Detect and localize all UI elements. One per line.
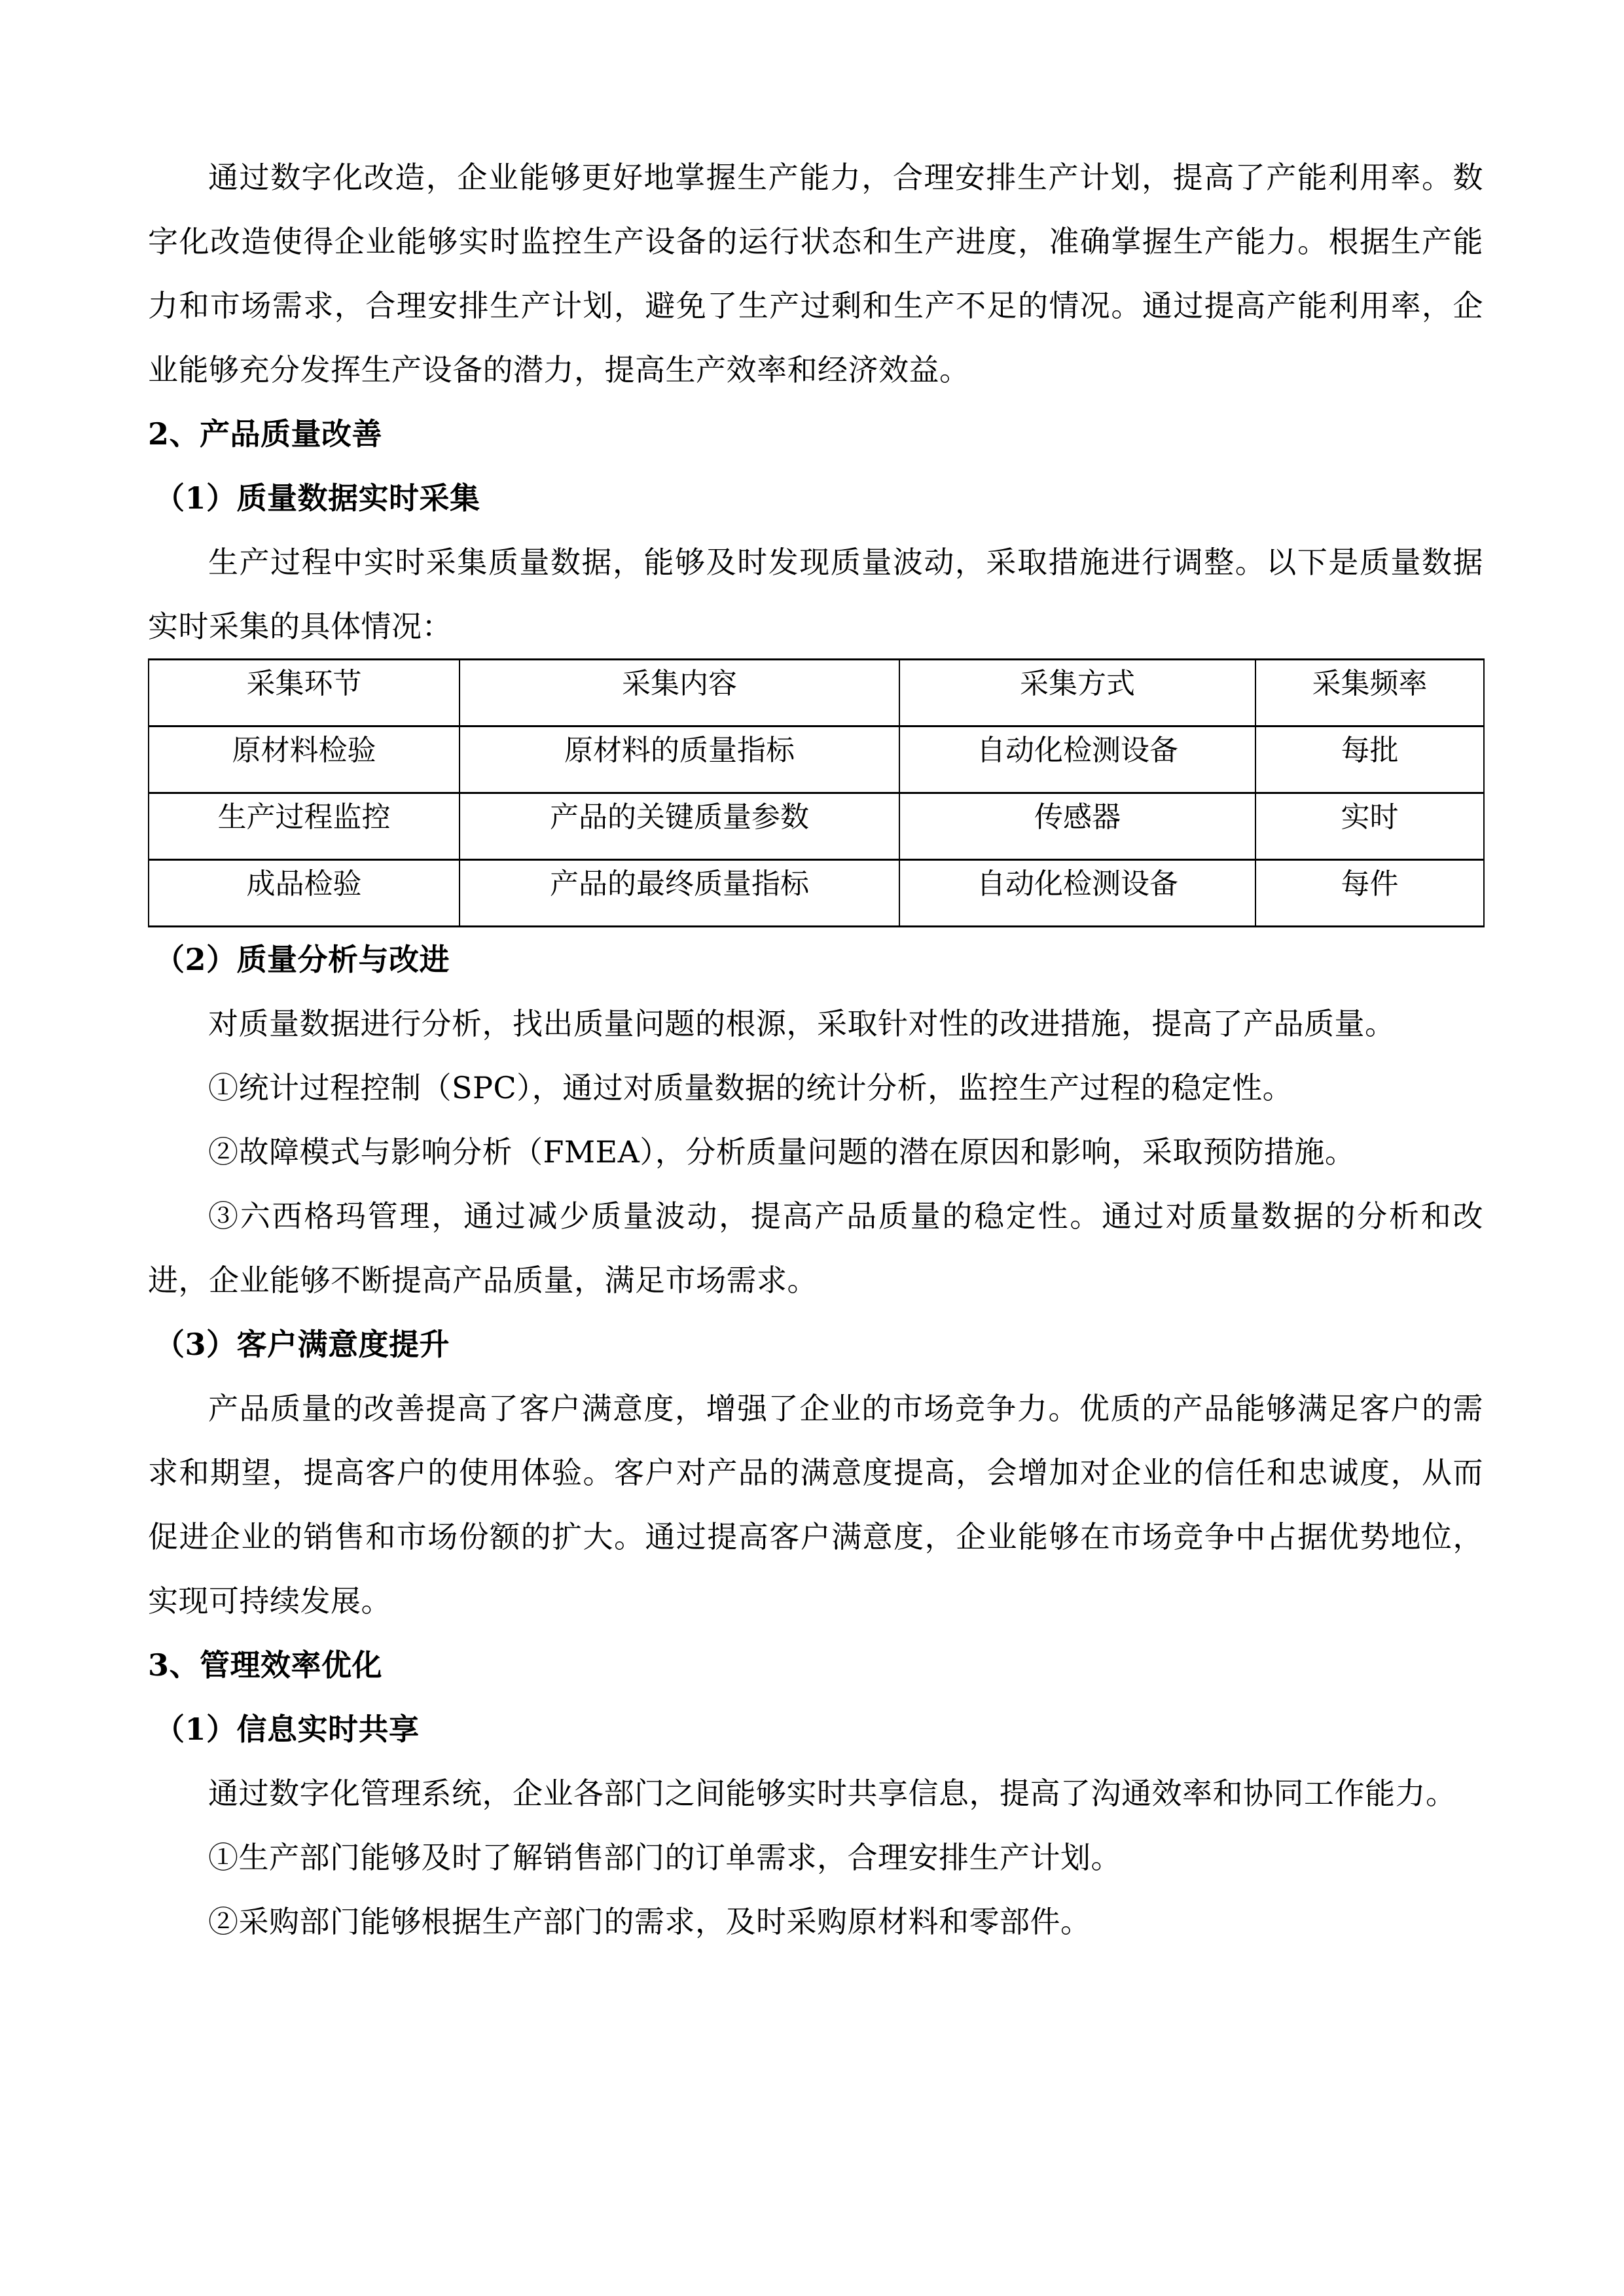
section-heading-management: 3、管理效率优化 [148, 1647, 383, 1683]
table-row [149, 860, 1484, 927]
paragraph-capacity-utilization: 通过数字化改造，企业能够更好地掌握生产能力，合理安排生产计划，提高了产能利用率。数字化改造使得企业能够实时监控生产设备的运行状态和生产进度，准确掌握生产能力。根据生产能力和市场需求，合理安排生产计划，避免了生产过剩和生产不足的情况。通过提高产能利用率，企业能够充分发挥生产设备的潜力，提高生产效率和经济效益。 [148, 160, 1483, 387]
table-cell: 成品检验 [149, 860, 460, 927]
table-cell: 原材料的质量指标 [460, 726, 899, 793]
table-cell: 每件 [1255, 860, 1484, 927]
table-cell: 实时 [1255, 793, 1484, 860]
table-cell: 产品的最终质量指标 [460, 860, 899, 927]
table-header-row [149, 660, 1484, 726]
table-cell: 自动化检测设备 [899, 726, 1255, 793]
subheading-quality-analysis: （2）质量分析与改进 [154, 942, 450, 977]
subheading-info-sharing: （1）信息实时共享 [154, 1712, 420, 1747]
paragraph-info-sharing-intro: 通过数字化管理系统，企业各部门之间能够实时共享信息，提高了沟通效率和协同工作能力。 [208, 1776, 1456, 1811]
table-cell: 原材料检验 [149, 726, 460, 793]
paragraph-collection-intro: 生产过程中实时采集质量数据，能够及时发现质量波动，采取措施进行调整。以下是质量数据实时采集的具体情况： [148, 545, 1483, 644]
document-page [148, 145, 1483, 1954]
table-header-cell: 采集方式 [899, 660, 1255, 726]
list-item-production-dept: ①生产部门能够及时了解销售部门的订单需求，合理安排生产计划。 [208, 1840, 1121, 1875]
list-item-spc: ①统计过程控制（SPC），通过对质量数据的统计分析，监控生产过程的稳定性。 [208, 1070, 1293, 1105]
table-row [149, 793, 1484, 860]
list-item-fmea: ②故障模式与影响分析（FMEA），分析质量问题的潜在原因和影响，采取预防措施。 [208, 1134, 1356, 1170]
table-header-cell: 采集环节 [149, 660, 460, 726]
subheading-realtime-collection: （1）质量数据实时采集 [154, 480, 480, 516]
table-header-cell: 采集内容 [460, 660, 899, 726]
section-heading-quality: 2、产品质量改善 [148, 416, 383, 452]
paragraph-analysis-intro: 对质量数据进行分析，找出质量问题的根源，采取针对性的改进措施，提高了产品质量。 [208, 1006, 1396, 1041]
list-item-six-sigma: ③六西格玛管理，通过减少质量波动，提高产品质量的稳定性。通过对质量数据的分析和改进，企业能够不断提高产品质量，满足市场需求。 [148, 1198, 1483, 1298]
subheading-customer-satisfaction: （3）客户满意度提升 [154, 1327, 450, 1362]
table-cell: 每批 [1255, 726, 1484, 793]
table-header-cell: 采集频率 [1255, 660, 1484, 726]
table-cell: 生产过程监控 [149, 793, 460, 860]
table-cell: 自动化检测设备 [899, 860, 1255, 927]
paragraph-customer-satisfaction: 产品质量的改善提高了客户满意度，增强了企业的市场竞争力。优质的产品能够满足客户的需求和期望，提高客户的使用体验。客户对产品的满意度提高，会增加对企业的信任和忠诚度，从而促进企业的销售和市场份额的扩大。通过提高客户满意度，企业能够在市场竞争中占据优势地位，实现可持续发展。 [148, 1391, 1483, 1619]
table-cell: 产品的关键质量参数 [460, 793, 899, 860]
table-cell: 传感器 [899, 793, 1255, 860]
quality-data-table [148, 658, 1485, 927]
table-row [149, 726, 1484, 793]
list-item-purchasing-dept: ②采购部门能够根据生产部门的需求，及时采购原材料和零部件。 [208, 1904, 1091, 1939]
